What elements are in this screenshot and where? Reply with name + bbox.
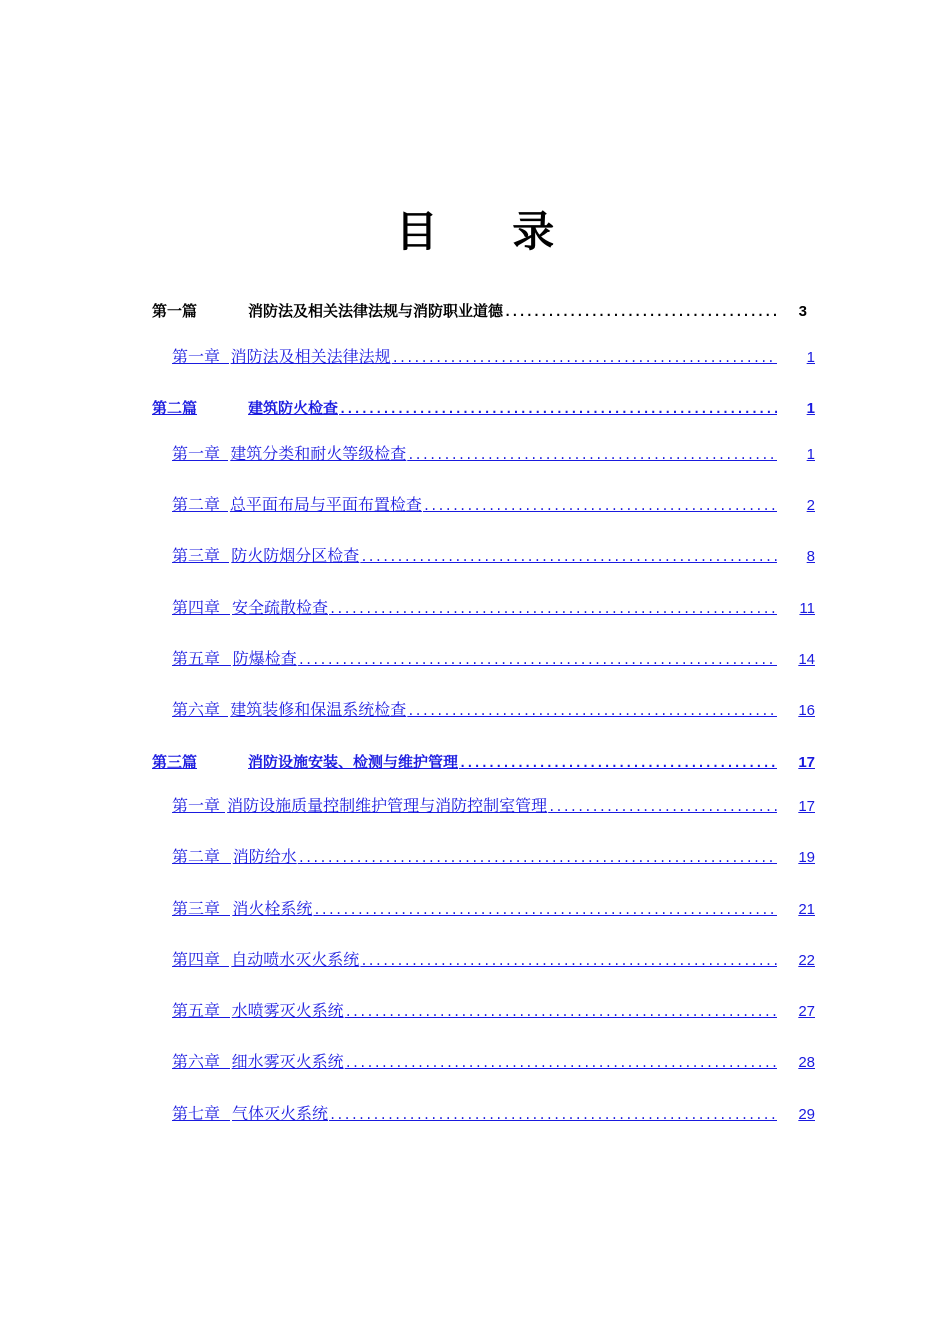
toc-entry-leader — [328, 1102, 777, 1128]
toc-entry-number: 第四章 — [172, 950, 221, 969]
toc-entry-page-number: 1 — [806, 349, 815, 366]
toc-entry-leader — [297, 647, 777, 673]
toc-entry-page-number: 1 — [806, 400, 815, 417]
toc-entry-page-number: 21 — [798, 901, 815, 918]
toc-entry-page-number: 17 — [798, 754, 815, 771]
toc-entry-page-number: 27 — [798, 1003, 815, 1020]
toc-entry-leader — [391, 345, 777, 371]
toc-entry-part[interactable] — [152, 749, 815, 775]
toc-entry-number: 第六章 — [172, 700, 221, 719]
toc-entry-chapter[interactable] — [172, 595, 815, 621]
toc-entry-page-number: 28 — [798, 1054, 815, 1071]
toc-entry-gap — [220, 914, 230, 916]
toc-entry-page-number: 16 — [798, 702, 815, 719]
toc-entry-page-number: 11 — [799, 600, 815, 617]
toc-entry-number: 第二章 — [172, 847, 221, 866]
toc-entry-page-number: 17 — [798, 798, 815, 815]
toc-entry-leader — [406, 442, 777, 468]
toc-entry-chapter[interactable] — [172, 1049, 815, 1075]
toc-entry-leader — [547, 794, 777, 820]
toc-entry-title: 气体灭火系统 — [232, 1104, 329, 1123]
toc-title: 目 录 — [395, 207, 585, 256]
toc-entry-leader — [458, 750, 777, 776]
toc-entry-title: 消防法及相关法律法规与消防职业道德 — [248, 302, 504, 320]
toc-entry-part[interactable] — [152, 395, 815, 421]
toc-entry-gap — [220, 459, 228, 461]
toc-entry-leader — [312, 897, 777, 923]
toc-entry-leader — [328, 596, 777, 622]
toc-entry-chapter[interactable] — [172, 697, 815, 723]
toc-entry-title: 细水雾灭火系统 — [231, 1052, 344, 1071]
toc-entry-number: 第六章 — [172, 1052, 221, 1071]
toc-entry-title: 安全疏散检查 — [232, 598, 329, 617]
toc-entry-leader — [338, 396, 777, 422]
toc-entry-number: 第三章 — [172, 546, 221, 565]
toc-entry-title: 自动喷水灭火系统 — [231, 950, 360, 969]
toc-entry-number: 第四章 — [172, 598, 221, 617]
toc-entry-page-number: 14 — [798, 651, 815, 668]
toc-entry-leader — [503, 299, 777, 325]
toc-entry-page-number: 1 — [806, 446, 815, 463]
toc-entry-gap — [220, 362, 229, 364]
toc-entry-number: 第二章 — [172, 495, 221, 514]
toc-entry-number: 第三章 — [172, 899, 221, 918]
toc-entry-chapter[interactable] — [172, 896, 815, 922]
toc-entry-leader — [359, 544, 777, 570]
toc-entry-gap — [220, 811, 225, 813]
toc-entry-gap — [220, 664, 231, 666]
toc-entry-leader — [344, 1050, 777, 1076]
toc-entry-title: 消火栓系统 — [232, 899, 313, 918]
toc-entry-number: 第二篇 — [152, 399, 198, 417]
toc-entry-title: 总平面布局与平面布置检查 — [229, 495, 422, 514]
toc-entry-leader — [297, 845, 777, 871]
toc-entry-chapter[interactable] — [172, 492, 815, 518]
toc-entry-title: 防爆检查 — [232, 649, 297, 668]
toc-entry-number: 第五章 — [172, 649, 221, 668]
toc-entry-chapter[interactable] — [172, 646, 815, 672]
toc-entry-page-number: 2 — [806, 497, 815, 514]
toc-entry-page-number: 8 — [806, 548, 815, 565]
toc-entry-chapter[interactable] — [172, 543, 815, 569]
toc-entry-leader — [406, 698, 777, 724]
toc-entry-title: 消防法及相关法律法规 — [230, 347, 391, 366]
toc-entry-page-number: 29 — [798, 1106, 815, 1123]
toc-entry-chapter[interactable] — [172, 793, 815, 819]
toc-entry-chapter[interactable] — [172, 998, 815, 1024]
toc-entry-chapter[interactable] — [172, 844, 815, 870]
toc-entry-page-number: 19 — [798, 849, 815, 866]
toc-entry-title: 消防设施质量控制维护管理与消防控制室管理 — [227, 796, 548, 815]
toc-entry-title: 消防给水 — [232, 847, 297, 866]
toc-entry-gap — [220, 715, 228, 717]
toc-entry-page-number: 22 — [798, 952, 815, 969]
toc-entry-gap — [220, 561, 229, 563]
toc-entry-gap — [220, 1067, 230, 1069]
toc-entry-chapter[interactable] — [172, 947, 815, 973]
toc-entry-gap — [220, 510, 228, 512]
toc-entry-number: 第一篇 — [152, 302, 198, 320]
toc-entry-title: 建筑装修和保温系统检查 — [230, 700, 407, 719]
toc-entry-title: 建筑防火检查 — [248, 399, 339, 417]
toc-entry-gap — [220, 862, 231, 864]
toc-entry-title: 消防设施安装、检测与维护管理 — [248, 753, 459, 771]
toc-entry-number: 第五章 — [172, 1001, 221, 1020]
toc-entry-gap — [220, 1016, 230, 1018]
toc-entry-chapter[interactable] — [172, 441, 815, 467]
toc-entry-number: 第一章 — [172, 347, 221, 366]
toc-entry-leader — [344, 999, 777, 1025]
toc-entry-number: 第七章 — [172, 1104, 221, 1123]
toc-entry-title: 建筑分类和耐火等级检查 — [230, 444, 407, 463]
toc-entry-number: 第三篇 — [152, 753, 198, 771]
toc-entry-title: 防火防烟分区检查 — [231, 546, 360, 565]
toc-entry-chapter[interactable] — [172, 1101, 815, 1127]
toc-entry-number: 第一章 — [172, 796, 221, 815]
toc-entry-part — [152, 298, 815, 324]
toc-entry-gap — [220, 613, 230, 615]
toc-entry-chapter[interactable] — [172, 344, 815, 370]
toc-entry-gap — [220, 965, 229, 967]
toc-entry-page-number: 3 — [798, 303, 807, 320]
toc-entry-gap — [220, 1119, 230, 1121]
toc-entry-number: 第一章 — [172, 444, 221, 463]
toc-entry-leader — [422, 493, 777, 519]
toc-entry-leader — [359, 948, 777, 974]
toc-entry-title: 水喷雾灭火系统 — [231, 1001, 344, 1020]
